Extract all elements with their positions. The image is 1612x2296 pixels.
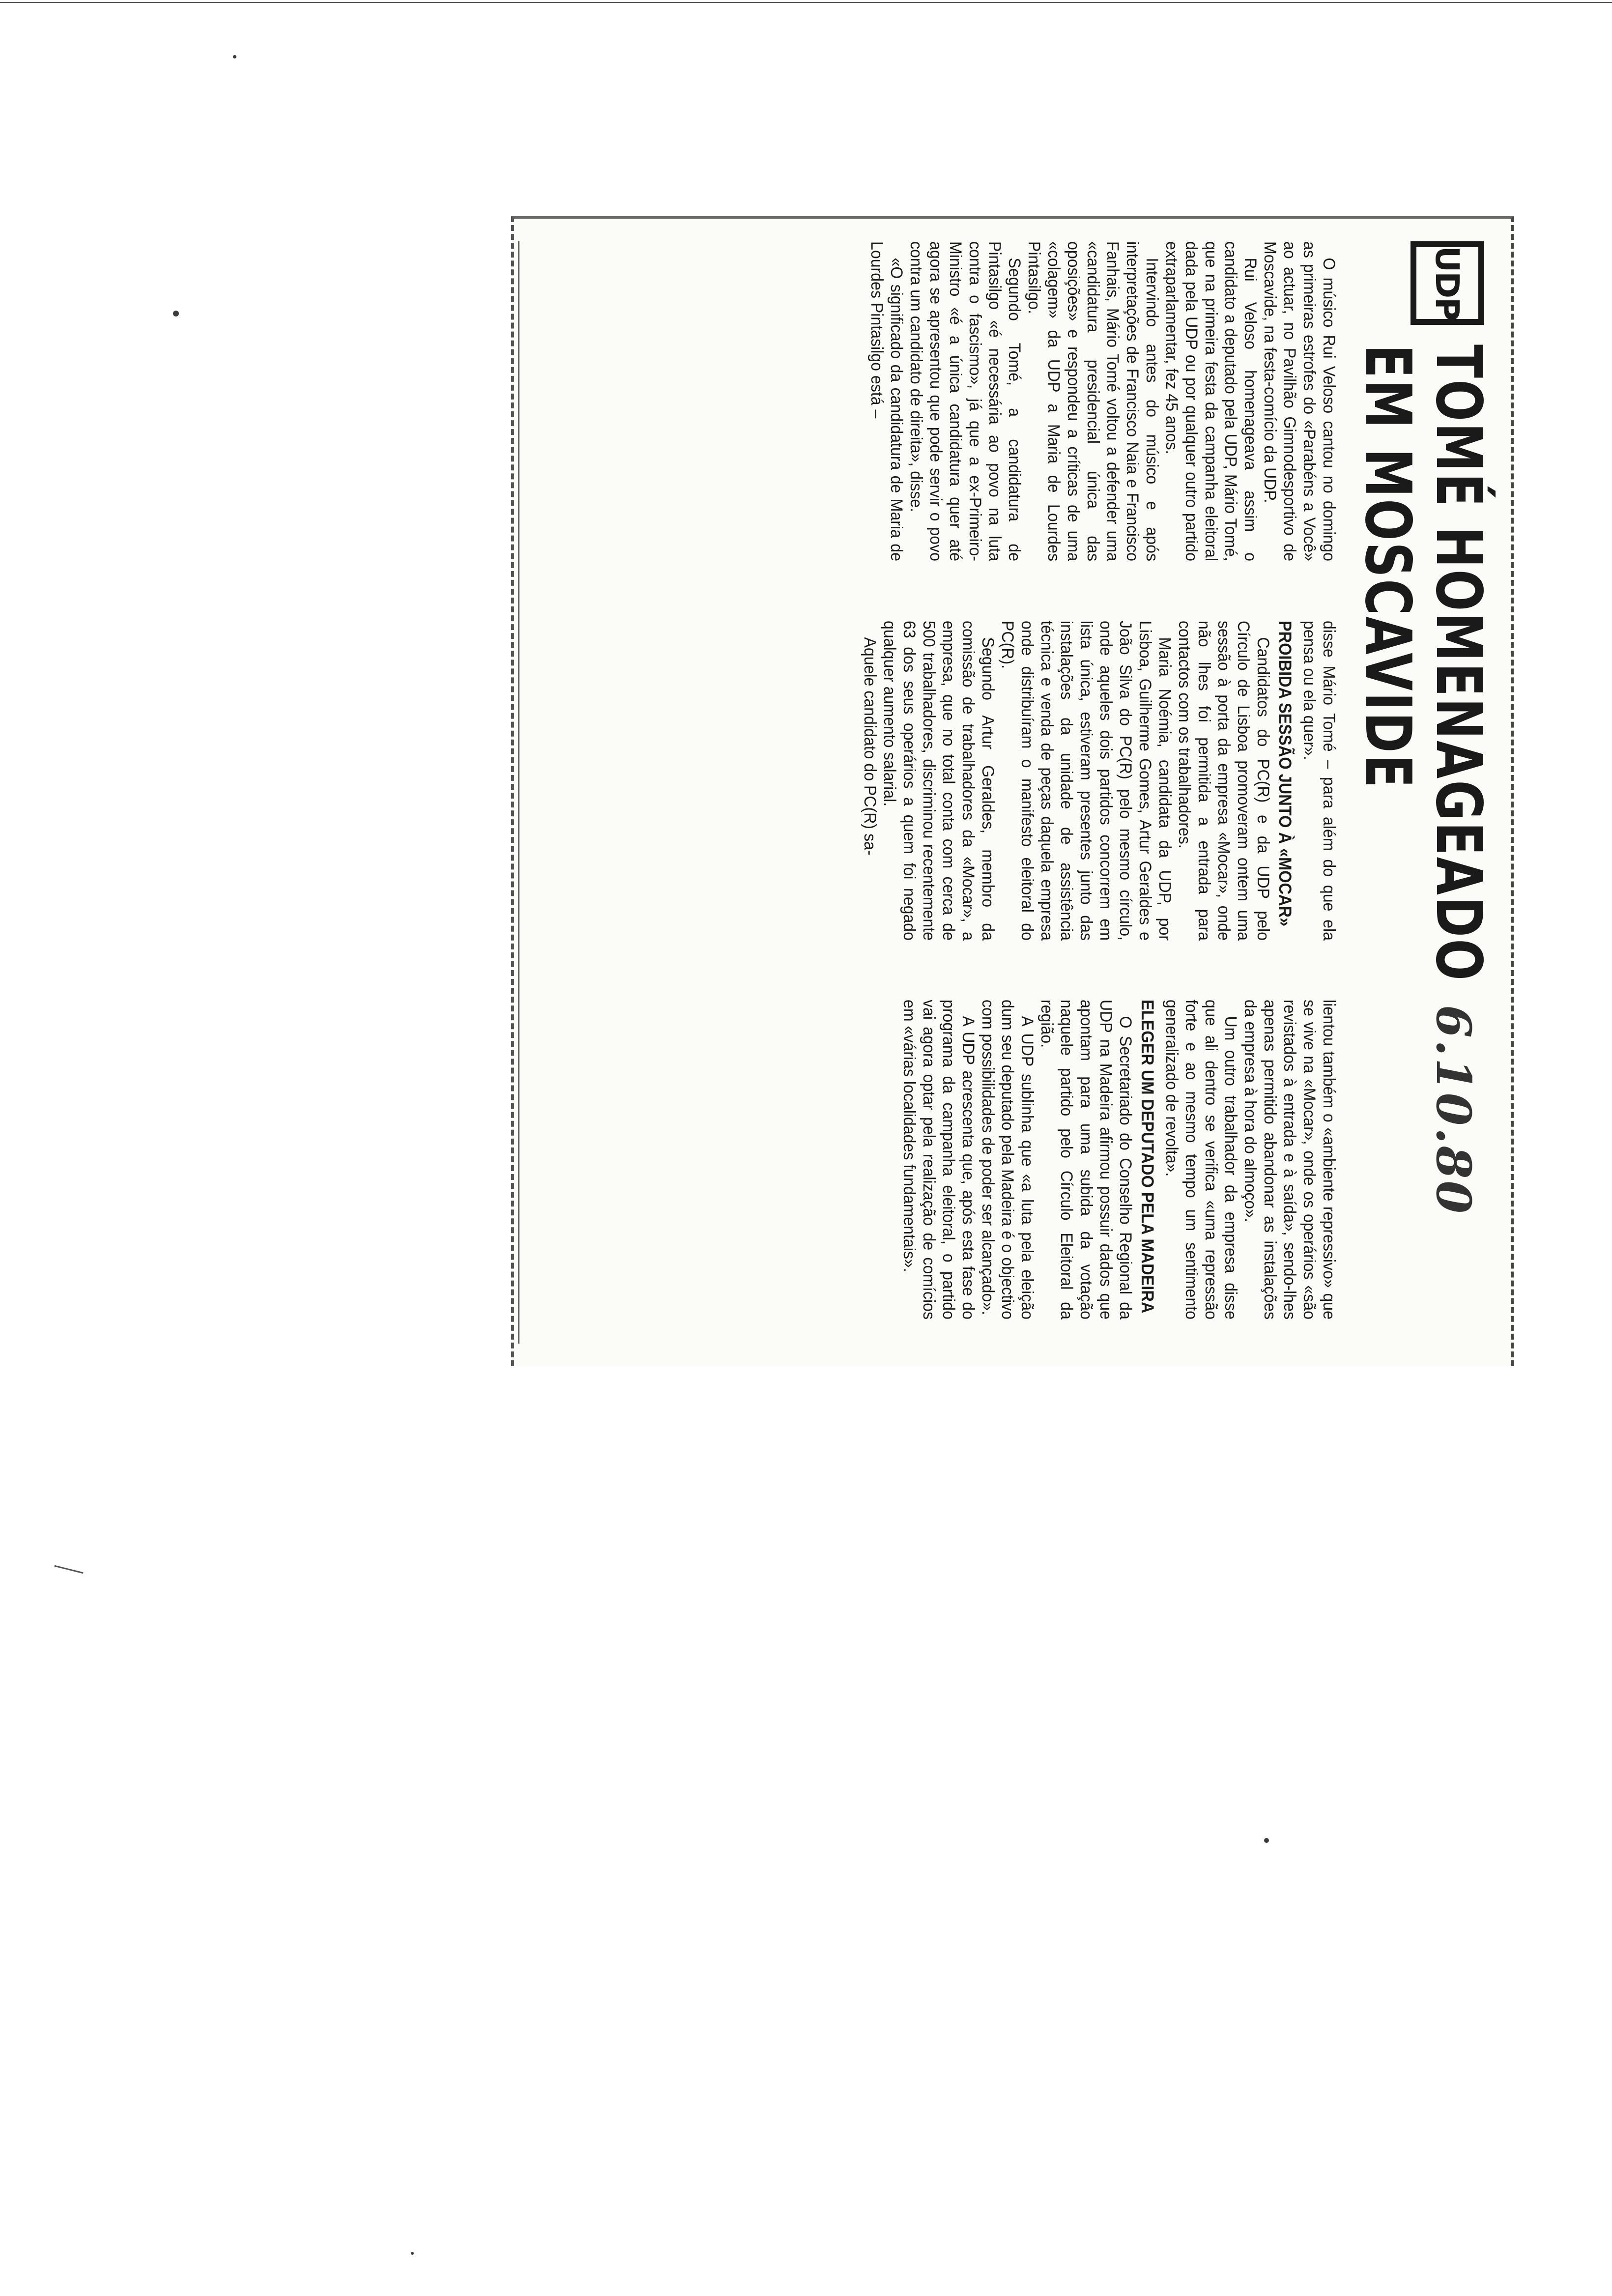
scan-speck: [411, 2252, 414, 2255]
article-paragraph: Um outro trabalhador da empresa disse que ali dentro se verifica «uma repressão forte e ao mesmo tempo um sentimento generalizado de revolta».: [1162, 1000, 1240, 1320]
article-paragraph: Rui Veloso homenageava assim o candidato a deputado pela UDP, Mário Tomé, que na primeira festa da campanha eleitoral dada pela UDP ou por qualquer outro partido extraparlamentar, fez 45 anos.: [1162, 241, 1260, 561]
section-heading: ELEGER UM DEPUTADO PELA MADEIRA: [1138, 1000, 1157, 1314]
article-paragraph: O músico Rui Veloso cantou no domingo as primeiras estrofes do «Parabéns a Você» ao actuar, no Pavilhão Gimnodesportivo de Moscavide, na festa-comício da UDP.: [1261, 241, 1338, 561]
party-logo: [1410, 241, 1484, 325]
scan-top-rule: [0, 2, 1612, 3]
article-paragraph: «O significado da candidatura de Maria de Lourdes Pintasilgo está –: [867, 241, 906, 561]
masthead: [1344, 241, 1495, 1344]
section-heading: PROIBIDA SESSÃO JUNTO À «MOCAR»: [1275, 620, 1295, 926]
scan-speck: [233, 55, 236, 58]
article-column-3: [860, 1000, 1339, 1320]
clipping-bottom-edge: [518, 241, 519, 1344]
scan-mark: [55, 1565, 84, 1574]
article-paragraph: lientou também o «ambiente repressivo» que se vive na «Mocar», onde os operários «são revistados à entrada e à saída», sendo-lhes apenas permitido abandonar as instalações da empresa à hora do almoço».: [1241, 1000, 1338, 1320]
scan-speck: [173, 311, 179, 316]
article-column-2: [860, 621, 1339, 941]
headline-line-2: EM MOSCAVIDE: [1351, 344, 1424, 790]
article-paragraph: Candidatos do PC(R) e da UDP pelo Círculo de Lisboa promoveram ontem uma sessão à porta da empresa «Mocar», onde não lhes foi permitida a entrada para contactos com os trabalhadores.: [1175, 620, 1272, 941]
article-paragraph: Segundo Tomé, a candidatura de Pintasilgo «é necessária ao povo na luta contra o fascismo», já que a ex-Primeiro-Ministro «é a única candidatura quer até agora se apresentou que pode servir o povo contra um candidato de direita», disse.: [907, 241, 1024, 561]
newspaper-clipping: [511, 216, 1514, 1366]
article-paragraph: A UDP acrescenta que, após esta fase do programa da campanha eleitoral, o partido vai agora optar pela realização de comícios em «várias localidades fundamentais».: [900, 1000, 978, 1320]
article-paragraph: disse Mário Tomé – para além do que ela pensa ou ela quer».: [1300, 620, 1338, 941]
article-paragraph: O Secretariado do Conselho Regional da UDP na Madeira afirmou possuir dados que apontam para uma subida da votação naquele partido pelo Círculo Eleitoral da região.: [1037, 1000, 1135, 1320]
headline-line-1: TOMÉ HOMENAGEADO: [1422, 344, 1495, 982]
article-columns: [860, 241, 1339, 1344]
handwritten-date-note: 6.10.80: [1426, 1004, 1481, 1216]
article-paragraph: Segundo Artur Geraldes, membro da comissão de trabalhadores da «Mocar», a empresa, que no total conta com cerca de 500 trabalhadores, discriminou recentemente 63 dos seus operários a quem foi negado qualquer aumento salarial.: [880, 620, 997, 941]
article-paragraph: A UDP sublinha que «a luta pela eleição dum seu deputado pela Madeira é o objectivo com possibilidades de poder ser alcançado».: [979, 1000, 1036, 1320]
article-paragraph: Maria Noémia, candidata da UDP, por Lisboa, Guilherme Gomes, Artur Geraldes e João Silva do PC(R) pelo mesmo círculo, onde aqueles dois partidos concorrem em lista única, estiveram presentes junto das instalações da unidade de assistência técnica e venda de peças daquela empresa onde distribuíram o manifesto eleitoral do PC(R).: [998, 620, 1174, 941]
article-column-1: [860, 241, 1339, 561]
scan-speck: [1264, 1838, 1269, 1843]
article-paragraph: Intervindo antes do músico e após interpretações de Francisco Naia e Francisco Fanhais, Mário Tomé voltou a defender uma «candidatura presidencial única das oposições» e respondeu a críticas de uma «colagem» da UDP a Maria de Lourdes Pintasilgo.: [1025, 241, 1161, 561]
headline: [1351, 344, 1495, 1216]
party-logo-text: UDP: [1428, 246, 1467, 320]
article-paragraph: Aquele candidato do PC(R) sa-: [861, 636, 879, 856]
